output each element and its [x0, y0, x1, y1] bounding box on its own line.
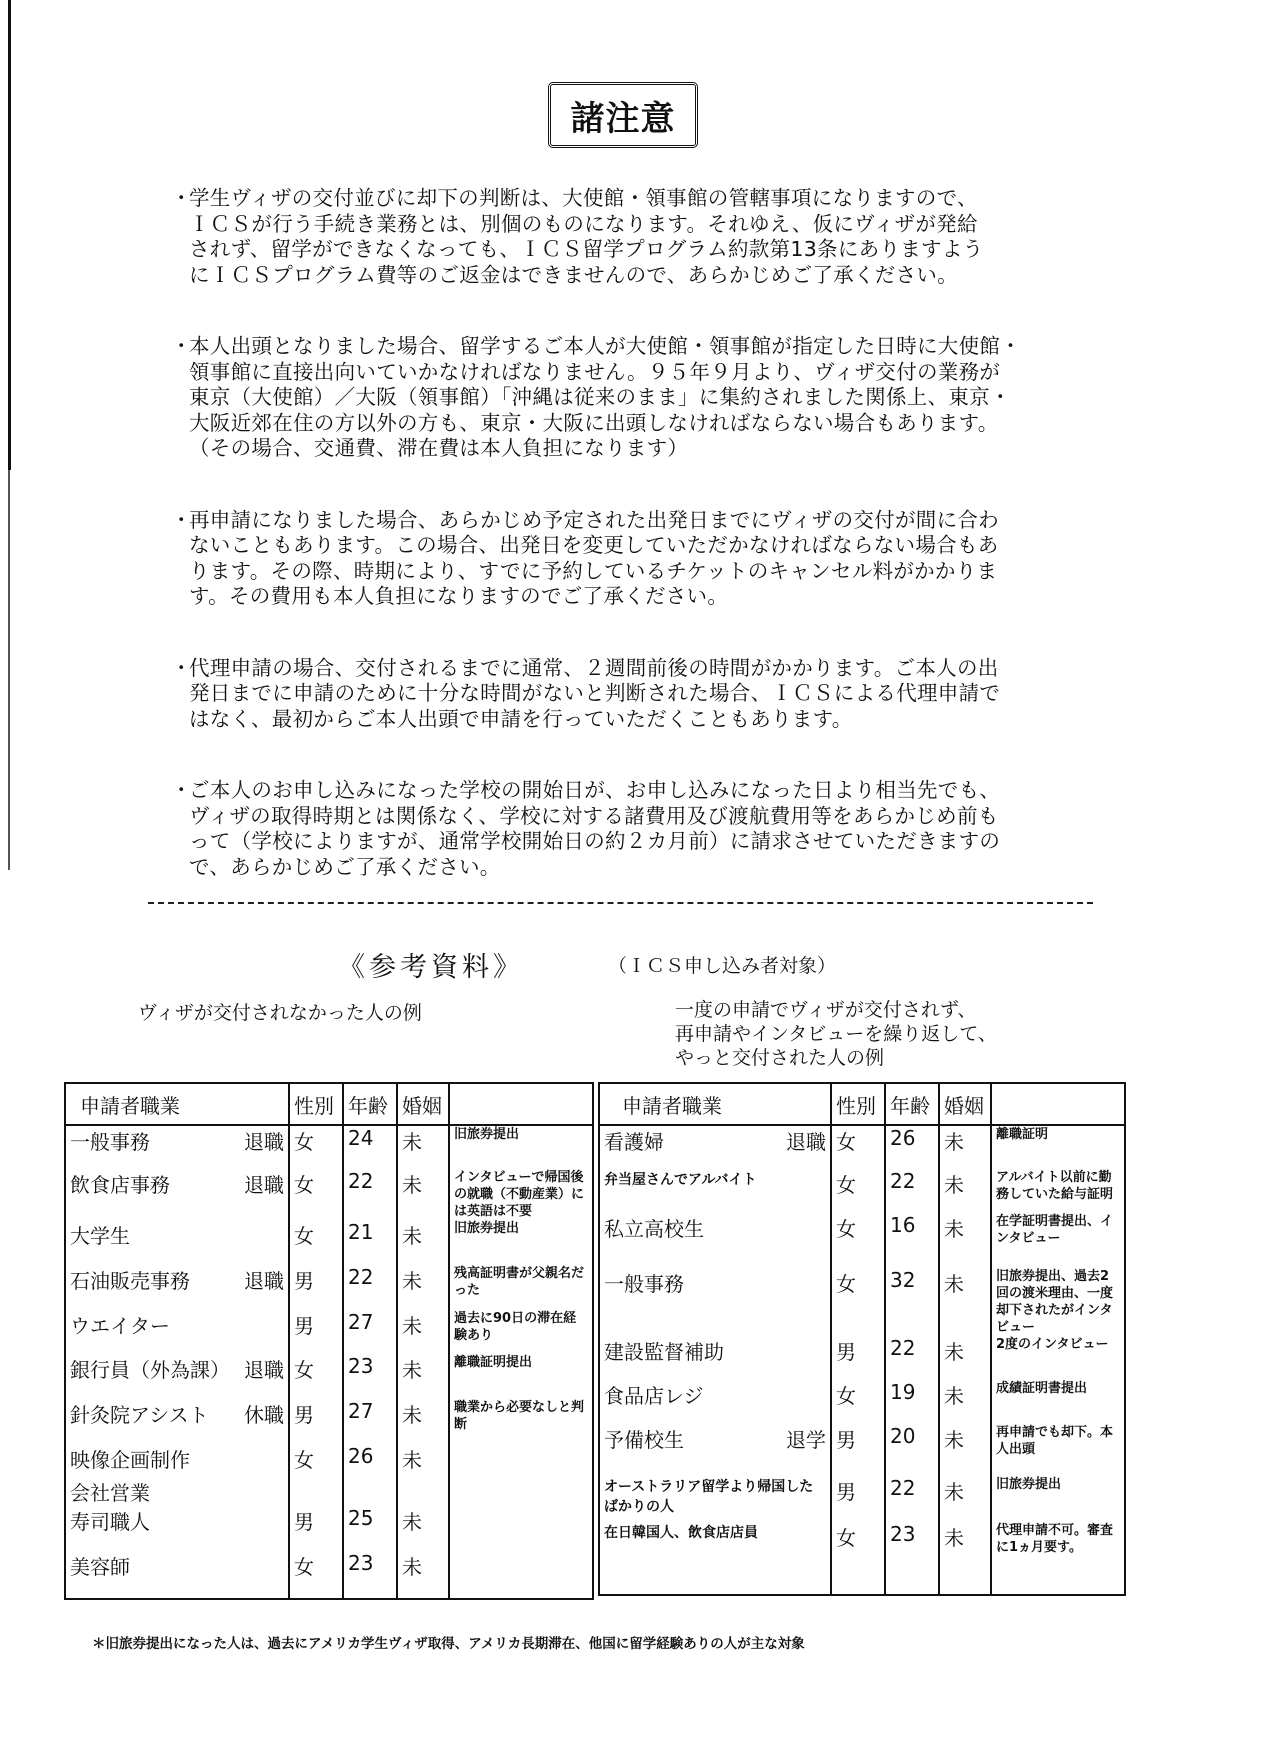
job-title: 一般事務 — [604, 1272, 684, 1296]
left-margin-rule-lower — [8, 470, 10, 870]
left-table-caption: ヴィザが交付されなかった人の例 — [138, 1002, 422, 1024]
header-note — [991, 1083, 1125, 1125]
cell-sex: 男 — [289, 1265, 343, 1310]
cell-age: 27 — [343, 1399, 397, 1444]
job-wrap — [70, 1477, 284, 1506]
cell-sex: 女 — [289, 1169, 343, 1220]
cell-note: 成績証明書提出 — [991, 1380, 1125, 1424]
cell-job — [65, 1399, 289, 1444]
cell-age: 23 — [343, 1551, 397, 1599]
note-line: 発日までに申請のために十分な時間がないと判断された場合、ＩＣＳによる代理申請で — [189, 681, 1001, 705]
cell-job — [65, 1169, 289, 1220]
cell-note: 職業から必要なしと判断 — [449, 1399, 593, 1444]
table-row — [599, 1125, 1125, 1169]
header-age: 年齢 — [885, 1083, 939, 1125]
cell-sex: 女 — [831, 1380, 885, 1424]
cell-marital: 未 — [939, 1424, 991, 1476]
cell-age: 27 — [343, 1310, 397, 1354]
cell-note: 過去に90日の滞在経験あり — [449, 1310, 593, 1354]
cell-note: 残高証明書が父親名だった — [449, 1265, 593, 1310]
cell-age: 25 — [343, 1506, 397, 1551]
job-title: 大学生 — [70, 1224, 130, 1248]
cell-job — [599, 1169, 831, 1213]
note-line: （その場合、交通費、滞在費は本人負担になります） — [189, 436, 689, 460]
table-row — [599, 1336, 1125, 1380]
job-wrap — [604, 1380, 826, 1409]
note-line: で、あらかじめご了承ください。 — [189, 854, 501, 879]
cell-job — [599, 1125, 831, 1169]
job-wrap — [70, 1444, 284, 1473]
note-line: にＩＣＳプログラム費等のご返金はできませんので、あらかじめご了承ください。 — [189, 262, 958, 287]
cell-note: 在学証明書提出、インタビュー — [991, 1213, 1125, 1268]
cell-age: 21 — [343, 1220, 397, 1265]
cell-note: インタビューで帰国後の就職（不動産業）には英語は不要 — [449, 1169, 593, 1220]
note-line: ご本人のお申し込みになった学校の開始日が、お申し込みになった日より相当先でも、 — [189, 778, 1001, 802]
note-item — [165, 508, 1085, 610]
job-wrap — [604, 1336, 826, 1365]
bullet: ・ — [171, 334, 192, 358]
cell-job — [65, 1220, 289, 1265]
caption-line: やっと交付された人の例 — [675, 1047, 885, 1069]
cell-age: 24 — [343, 1125, 397, 1169]
cell-job — [599, 1424, 831, 1476]
table-row — [65, 1265, 593, 1310]
cell-marital: 未 — [397, 1169, 449, 1220]
bullet: ・ — [171, 507, 192, 532]
job-wrap — [70, 1265, 284, 1294]
cell-note: 代理申請不可。審査に1ヵ月要す。 — [991, 1522, 1125, 1595]
denied-table-body — [65, 1125, 593, 1599]
job-title: 私立高校生 — [604, 1217, 704, 1241]
cell-note: 旧旅券提出 — [449, 1125, 593, 1169]
cell-marital: 未 — [939, 1169, 991, 1213]
approved-table-body — [599, 1125, 1125, 1595]
table-row — [599, 1424, 1125, 1476]
job-title: 在日韓国人、飲食店店員 — [604, 1525, 758, 1541]
cell-age: 23 — [885, 1522, 939, 1595]
caption-line: 一度の申請でヴィザが交付されず、 — [675, 999, 977, 1021]
table-row — [65, 1169, 593, 1220]
cell-marital: 未 — [939, 1336, 991, 1380]
header-note — [449, 1083, 593, 1125]
job-title: ウエイター — [70, 1314, 170, 1338]
note-line: 学生ヴィザの交付並びに却下の判断は、大使館・領事館の管轄事項になりますので、 — [189, 186, 978, 210]
job-wrap — [70, 1310, 284, 1339]
cell-age — [343, 1477, 397, 1506]
job-wrap — [70, 1506, 284, 1535]
job-title: 針灸院アシスト — [70, 1403, 209, 1427]
note-line: ないこともあります。この場合、出発日を変更していただかなければならない場合もあ — [189, 533, 999, 557]
cell-marital: 未 — [397, 1125, 449, 1169]
table-row — [599, 1169, 1125, 1213]
cell-note — [449, 1551, 593, 1599]
cell-marital: 未 — [397, 1506, 449, 1551]
cell-sex: 女 — [831, 1125, 885, 1169]
cell-job — [65, 1125, 289, 1169]
job-title: 銀行員（外為課） — [70, 1358, 230, 1382]
job-wrap — [604, 1169, 826, 1189]
cell-marital: 未 — [397, 1399, 449, 1444]
note-line: 領事館に直接出向いていかなければなりません。９５年９月より、ヴィザ交付の業務が — [189, 359, 1001, 384]
note-line: はなく、最初からご本人出頭で申請を行っていただくこともあります。 — [189, 706, 853, 731]
job-status: 退学 — [786, 1428, 826, 1452]
cell-job — [65, 1506, 289, 1551]
cell-age: 32 — [885, 1268, 939, 1336]
job-title: 予備校生 — [604, 1428, 684, 1452]
cell-job — [65, 1477, 289, 1506]
cell-job — [599, 1476, 831, 1522]
note-line: ります。その際、時期により、すでに予約しているチケットのキャンセル料がかかりま — [189, 558, 998, 583]
table-row — [599, 1476, 1125, 1522]
job-title: オーストラリア留学より帰国したばかりの人 — [604, 1479, 814, 1515]
page-title-text: 諸注意 — [570, 98, 676, 139]
cell-marital: 未 — [397, 1220, 449, 1265]
job-title: 美容師 — [70, 1555, 130, 1579]
note-line: 東京（大使館）／大阪（領事館）「沖縄は従来のまま」に集約されました関係上、東京・ — [189, 385, 1011, 409]
job-status: 退職 — [244, 1358, 284, 1382]
cell-age: 20 — [885, 1424, 939, 1476]
note-line: ヴィザの取得時期とは関係なく、学校に対する諸費用及び渡航費用等をあらかじめ前も — [189, 803, 999, 828]
note-line: ＩＣＳが行う手続き業務とは、別個のものになります。それゆえ、仮にヴィザが発給 — [189, 211, 978, 236]
cell-age: 16 — [885, 1213, 939, 1268]
header-sex: 性別 — [289, 1083, 343, 1125]
cell-sex: 男 — [289, 1506, 343, 1551]
table-row — [599, 1380, 1125, 1424]
cell-note: 離職証明 — [991, 1125, 1125, 1169]
reference-subheading: （ＩＣＳ申し込み者対象） — [608, 955, 837, 977]
bullet: ・ — [171, 655, 192, 680]
job-wrap — [604, 1126, 826, 1155]
notes-list — [165, 186, 1085, 926]
table-header-row — [599, 1083, 1125, 1125]
note-line: って（学校によりますが、通常学校開始日の約２カ月前）に請求させていただきますの — [189, 829, 1001, 853]
cell-sex — [289, 1477, 343, 1506]
cell-marital: 未 — [397, 1444, 449, 1477]
job-wrap — [70, 1126, 284, 1155]
header-marital: 婚姻 — [397, 1083, 449, 1125]
header-age: 年齢 — [343, 1083, 397, 1125]
cell-note — [449, 1477, 593, 1506]
dashed-divider — [148, 902, 1093, 904]
table-row — [65, 1506, 593, 1551]
cell-job — [599, 1336, 831, 1380]
cell-sex: 女 — [831, 1169, 885, 1213]
left-margin-rule — [8, 0, 11, 470]
cell-sex: 男 — [831, 1336, 885, 1380]
job-title: 食品店レジ — [604, 1384, 704, 1408]
table-row — [65, 1310, 593, 1354]
cell-marital: 未 — [939, 1268, 991, 1336]
note-item — [165, 186, 1085, 288]
cell-job — [599, 1380, 831, 1424]
table-row — [65, 1354, 593, 1399]
cell-sex: 女 — [289, 1220, 343, 1265]
denied-table — [64, 1082, 594, 1600]
right-table-caption — [675, 998, 997, 1070]
job-wrap — [70, 1399, 284, 1428]
job-title: 会社営業 — [70, 1481, 150, 1505]
cell-job — [65, 1551, 289, 1599]
job-title: 看護婦 — [604, 1130, 664, 1154]
note-line: 代理申請の場合、交付されるまでに通常、２週間前後の時間がかかります。ご本人の出 — [189, 655, 999, 680]
table-row — [65, 1220, 593, 1265]
cell-marital: 未 — [397, 1551, 449, 1599]
cell-marital: 未 — [939, 1522, 991, 1595]
job-wrap — [70, 1169, 284, 1198]
cell-note: 旧旅券提出 — [991, 1476, 1125, 1522]
cell-sex: 女 — [289, 1354, 343, 1399]
caption-line: 再申請やインタビューを繰り返して、 — [675, 1023, 997, 1045]
table-row — [65, 1551, 593, 1599]
job-status: 退職 — [244, 1130, 284, 1154]
cell-sex: 男 — [289, 1399, 343, 1444]
page-title — [548, 82, 698, 148]
approved-table — [598, 1082, 1126, 1596]
cell-sex: 女 — [289, 1125, 343, 1169]
job-title: 寿司職人 — [70, 1510, 150, 1534]
note-line: 本人出頭となりました場合、留学するご本人が大使館・領事館が指定した日時に大使館・ — [189, 334, 1021, 358]
note-item — [165, 778, 1085, 880]
cell-note — [449, 1444, 593, 1477]
cell-marital: 未 — [397, 1310, 449, 1354]
job-wrap — [70, 1354, 284, 1383]
cell-marital: 未 — [939, 1125, 991, 1169]
cell-job — [599, 1268, 831, 1336]
table-row — [599, 1213, 1125, 1268]
note-line: す。その費用も本人負担になりますのでご了承ください。 — [189, 584, 729, 608]
job-wrap — [604, 1424, 826, 1453]
cell-marital: 未 — [397, 1265, 449, 1310]
cell-sex: 男 — [831, 1476, 885, 1522]
cell-sex: 女 — [831, 1522, 885, 1595]
cell-sex: 女 — [289, 1444, 343, 1477]
job-wrap — [604, 1213, 826, 1242]
cell-sex: 男 — [289, 1310, 343, 1354]
cell-job — [65, 1354, 289, 1399]
cell-note: 旧旅券提出 — [449, 1220, 593, 1265]
table-row — [599, 1522, 1125, 1595]
cell-age: 22 — [343, 1265, 397, 1310]
header-job: 申請者職業 — [65, 1083, 289, 1125]
note-line: 再申請になりました場合、あらかじめ予定された出発日までにヴィザの交付が間に合わ — [189, 507, 999, 532]
cell-age: 26 — [885, 1125, 939, 1169]
note-line: 大阪近郊在住の方以外の方も、東京・大阪に出頭しなければならない場合もあります。 — [189, 410, 999, 435]
cell-job — [599, 1213, 831, 1268]
cell-age: 22 — [885, 1476, 939, 1522]
cell-note: 2度のインタビュー — [991, 1336, 1125, 1380]
cell-marital: 未 — [939, 1380, 991, 1424]
job-status: 退職 — [786, 1130, 826, 1154]
job-status: 退職 — [244, 1173, 284, 1197]
job-title: 石油販売事務 — [70, 1269, 190, 1293]
job-title: 映像企画制作 — [70, 1448, 190, 1472]
bullet: ・ — [171, 778, 192, 802]
cell-marital — [397, 1477, 449, 1506]
cell-job — [599, 1522, 831, 1595]
footnote: ＊旧旅券提出になった人は、過去にアメリカ学生ヴィザ取得、アメリカ長期滞在、他国に留学経験ありの人が主な対象 — [92, 1636, 805, 1652]
cell-job — [65, 1444, 289, 1477]
cell-note: 再申請でも却下。本人出頭 — [991, 1424, 1125, 1476]
reference-heading: 《参考資料》 — [338, 952, 524, 983]
header-job: 申請者職業 — [599, 1083, 831, 1125]
cell-sex: 女 — [831, 1213, 885, 1268]
cell-age: 22 — [885, 1169, 939, 1213]
table-row — [65, 1444, 593, 1477]
cell-job — [65, 1265, 289, 1310]
job-title: 一般事務 — [70, 1130, 150, 1154]
table-row — [65, 1399, 593, 1444]
note-item — [165, 334, 1085, 462]
cell-marital: 未 — [939, 1476, 991, 1522]
job-title: 弁当屋さんでアルバイト — [604, 1172, 757, 1188]
cell-note — [449, 1506, 593, 1551]
job-title: 飲食店事務 — [70, 1173, 170, 1197]
cell-age: 19 — [885, 1380, 939, 1424]
cell-age: 26 — [343, 1444, 397, 1477]
cell-note: アルバイト以前に勤務していた給与証明 — [991, 1169, 1125, 1213]
cell-sex: 女 — [289, 1551, 343, 1599]
job-wrap — [604, 1476, 826, 1516]
header-marital: 婚姻 — [939, 1083, 991, 1125]
cell-note: 旧旅券提出、過去2回の渡米理由、一度却下されたがインタビュー — [991, 1268, 1125, 1336]
job-wrap — [604, 1522, 826, 1542]
table-row — [65, 1477, 593, 1506]
job-status: 退職 — [244, 1269, 284, 1293]
job-title: 建設監督補助 — [604, 1340, 724, 1364]
cell-sex: 女 — [831, 1268, 885, 1336]
cell-note: 離職証明提出 — [449, 1354, 593, 1399]
cell-age: 23 — [343, 1354, 397, 1399]
bullet: ・ — [171, 186, 192, 210]
cell-age: 22 — [885, 1336, 939, 1380]
table-header-row — [65, 1083, 593, 1125]
note-item — [165, 656, 1085, 733]
job-wrap — [604, 1268, 826, 1297]
cell-sex: 男 — [831, 1424, 885, 1476]
note-line: されず、留学ができなくなっても、ＩＣＳ留学プログラム約款第13条にありますよう — [189, 237, 984, 261]
job-wrap — [70, 1220, 284, 1249]
job-status: 休職 — [244, 1403, 284, 1427]
cell-marital: 未 — [397, 1354, 449, 1399]
cell-age: 22 — [343, 1169, 397, 1220]
table-row — [65, 1125, 593, 1169]
cell-marital: 未 — [939, 1213, 991, 1268]
job-wrap — [70, 1551, 284, 1580]
cell-job — [65, 1310, 289, 1354]
table-row — [599, 1268, 1125, 1336]
header-sex: 性別 — [831, 1083, 885, 1125]
